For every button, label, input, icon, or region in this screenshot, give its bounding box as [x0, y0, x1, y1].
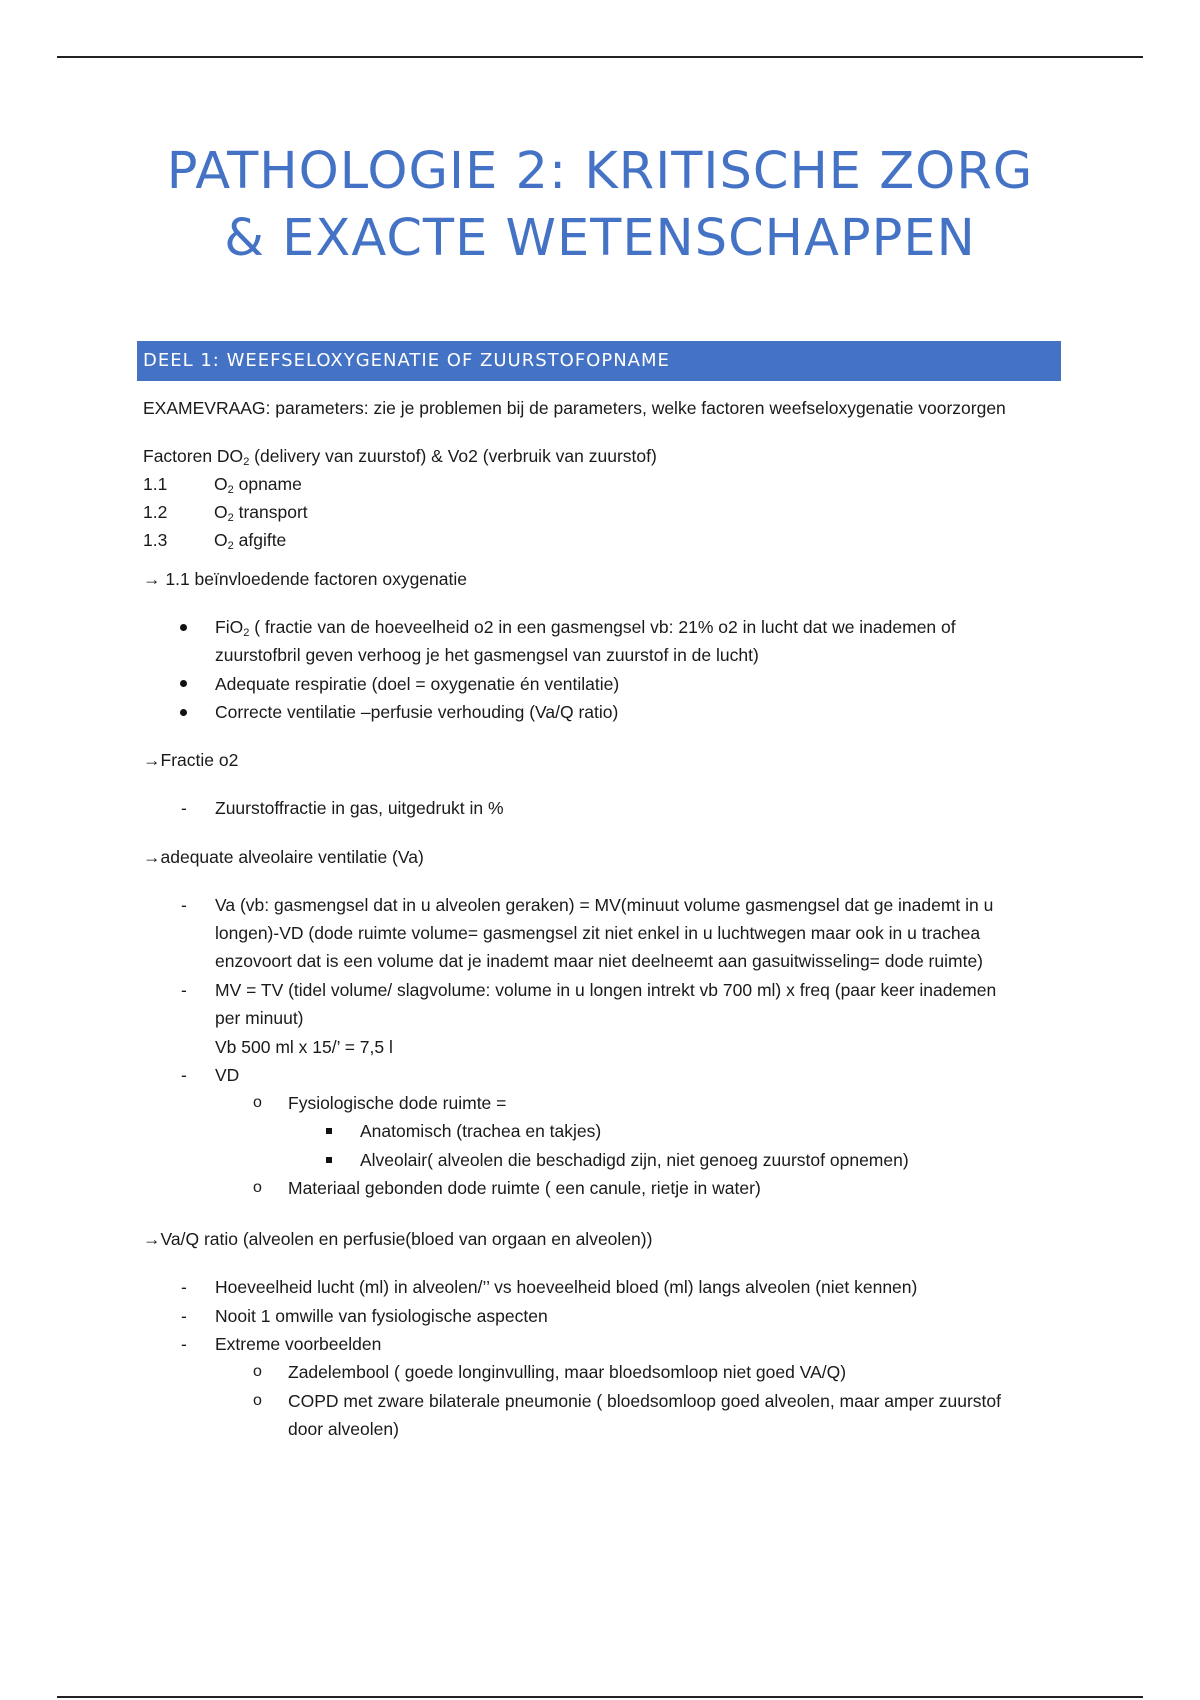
list-item: Extreme voorbeelden [215, 1334, 382, 1354]
sub-list-item-continued: door alveolen) [288, 1419, 399, 1439]
factors-line: Factoren $DO_2$ (delivery van zuurstof) & Vo2 (verbruik van zuurstof) [143, 446, 657, 468]
bullet-icon [180, 709, 187, 716]
document-title [130, 138, 1070, 272]
circle-bullet-icon: o [253, 1179, 262, 1196]
sub-list-item: Materiaal gebonden dode ruimte ( een canule, rietje in water) [288, 1178, 761, 1198]
bullet-item: Correcte ventilatie –perfusie verhouding (Va/Q ratio) [215, 702, 619, 722]
header-rule [57, 56, 1143, 58]
list-item: VD [215, 1065, 240, 1085]
list-item: Nooit 1 omwille van fysiologische aspecten [215, 1306, 548, 1326]
footer-rule [57, 1696, 1143, 1698]
circle-bullet-icon: o [253, 1094, 262, 1111]
dash-icon: - [181, 1277, 187, 1297]
numbered-item-number: 1.3 [143, 530, 168, 550]
dash-icon: - [181, 798, 187, 818]
sub-list-item: Fysiologische dode ruimte = [288, 1093, 507, 1113]
bullet-icon [180, 680, 187, 687]
sub-list-item: COPD met zware bilaterale pneumonie ( bloedsomloop goed alveolen, maar amper zuurstof [288, 1391, 1002, 1411]
dash-icon: - [181, 1306, 187, 1326]
sub-list-item: Zadelembool ( goede longinvulling, maar bloedsomloop niet goed VA/Q) [288, 1362, 847, 1382]
list-item: MV = TV (tidel volume/ slagvolume: volume in u longen intrekt vb 700 ml) x freq (paar keer inademen [215, 980, 997, 1000]
sub-sub-list-item: Anatomisch (trachea en takjes) [360, 1121, 602, 1141]
circle-bullet-icon: o [253, 1392, 262, 1409]
list-item: Zuurstoffractie in gas, uitgedrukt in % [215, 798, 504, 818]
list-item: Hoeveelheid lucht (ml) in alveolen/’’ vs hoeveelheid bloed (ml) langs alveolen (niet kennen) [215, 1277, 918, 1297]
numbered-item-number: 1.2 [143, 502, 168, 522]
title-line-2: & EXACTE WETENSCHAPPEN [224, 209, 976, 268]
bullet-icon [180, 624, 187, 631]
square-bullet-icon [326, 1128, 332, 1134]
title-line-1: PATHOLOGIE 2: KRITISCHE ZORG [166, 142, 1034, 201]
heading-ventilatie: →adequate alveolaire ventilatie (Va) [143, 847, 424, 867]
heading-factors: → 1.1 beïnvloedende factoren oxygenatie [143, 569, 467, 589]
square-bullet-icon [326, 1157, 332, 1163]
heading-vaq: →Va/Q ratio (alveolen en perfusie(bloed van orgaan en alveolen)) [143, 1229, 653, 1249]
numbered-item-text: $O_2$ opname [214, 474, 302, 496]
numbered-item-number: 1.1 [143, 474, 168, 494]
bullet-item: FiO$_2$ ( fractie van de hoeveelheid o2 in een gasmengsel vb: 21% o2 in lucht dat we inademen of [215, 617, 956, 639]
list-item-continued: per minuut) [215, 1008, 304, 1028]
dash-icon: - [181, 895, 187, 915]
section-heading: DEEL 1: WEEFSELOXYGENATIE OF ZUURSTOFOPNAME [137, 341, 1061, 381]
bullet-item-continued: zuurstofbril geven verhoog je het gasmengsel van zuurstof in de lucht) [215, 645, 759, 665]
list-item-continued: enzovoort dat is een volume dat je inademt maar niet deelneemt aan gasuitwisseling= dode ruimte) [215, 951, 984, 971]
numbered-item-text: $O_2$ afgifte [214, 530, 287, 552]
heading-fractie: →Fractie o2 [143, 750, 239, 770]
list-item-continued: Vb 500 ml x 15/’ = 7,5 l [215, 1037, 393, 1057]
bullet-item: Adequate respiratie (doel = oxygenatie én ventilatie) [215, 674, 620, 694]
sub-sub-list-item: Alveolair( alveolen die beschadigd zijn, niet genoeg zuurstof opnemen) [360, 1150, 909, 1170]
numbered-item-text: $O_2$ transport [214, 502, 308, 524]
exam-question: EXAMEVRAAG: parameters: zie je problemen bij de parameters, welke factoren weefseloxygenatie voorzorgen [143, 398, 1006, 418]
circle-bullet-icon: o [253, 1363, 262, 1380]
list-item-continued: longen)-VD (dode ruimte volume= gasmengsel zit niet enkel in u luchtwegen maar ook in u trachea [215, 923, 981, 943]
dash-icon: - [181, 980, 187, 1000]
dash-icon: - [181, 1334, 187, 1354]
dash-icon: - [181, 1065, 187, 1085]
list-item: Va (vb: gasmengsel dat in u alveolen geraken) = MV(minuut volume gasmengsel dat ge inademt in u [215, 895, 994, 915]
